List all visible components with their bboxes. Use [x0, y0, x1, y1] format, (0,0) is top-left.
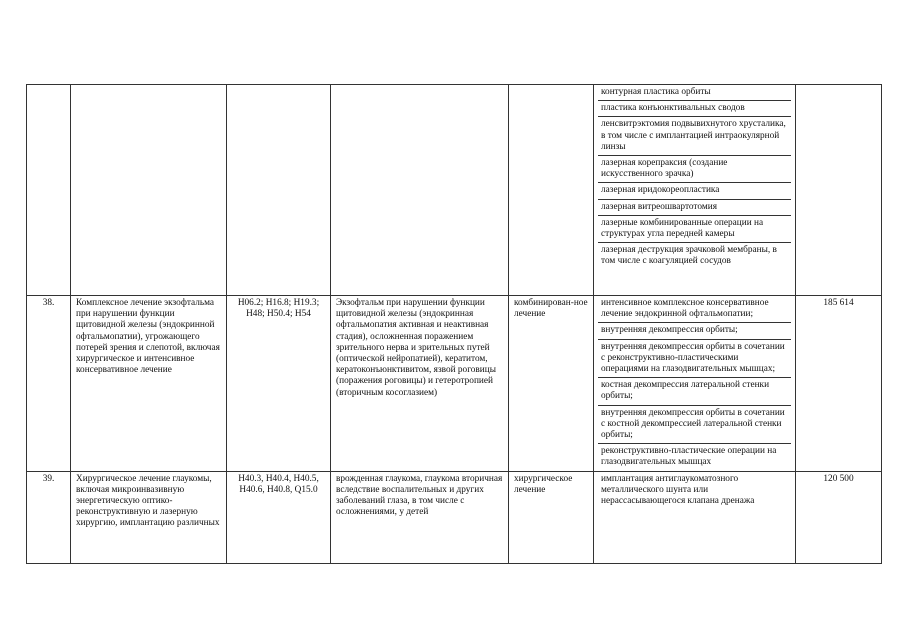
method-item: контурная пластика орбиты — [601, 87, 711, 97]
method-item: реконструктивно-пластические операции на глазодвигательных мышцах — [598, 443, 791, 470]
method-item: лазерные комбинированные операции на структурах угла передней камеры — [598, 215, 791, 242]
table-row-continuation — [27, 85, 882, 296]
table-row-38 — [27, 296, 882, 472]
cell-codes — [227, 85, 331, 296]
method-item: лазерная витреошвартотомия — [598, 199, 791, 215]
method-item: лазерная деструкция зрачковой мембраны, в том числе с коагуляцией сосудов — [598, 242, 791, 269]
treatment-type: хирургическое лечение — [509, 471, 594, 563]
cell-num — [27, 85, 71, 296]
cost-value: 185 614 — [796, 296, 882, 472]
method-item: внутренняя декомпрессия орбиты в сочетании с реконструктивно-пластическими операциями на глазодвигательных мышцах; — [598, 339, 791, 378]
method-item: лазерная иридокореопластика — [598, 182, 791, 198]
cell-cost — [796, 85, 882, 296]
care-type-title: Хирургическое лечение глаукомы, включая микроинвазивную энергетическую оптико-реконструктивную и лазерную хирургию, имплантацию различных — [71, 471, 227, 563]
patient-model: Экзофтальм при нарушении функции щитовидной железы (эндокринная офтальмопатия активная и неактивная стадия), осложненная поражением зрительного нерва и зрительных путей (оптической нейропатией), кератитом, кератоконъюнктивитом, язвой роговицы (поражения роговицы) и гетеротропией (вторичным косоглазием) — [331, 296, 509, 472]
method-item: внутренняя декомпрессия орбиты в сочетании с костной декомпрессией латеральной стенки орбиты; — [598, 405, 791, 444]
method-item: интенсивное комплексное консервативное лечение эндокринной офтальмопатии; — [601, 298, 769, 320]
row-number: 38. — [27, 296, 71, 472]
treatment-methods — [594, 471, 796, 563]
cell-treatment — [509, 85, 594, 296]
cell-methods — [594, 85, 796, 296]
treatment-type: комбинирован-ное лечение — [509, 296, 594, 472]
icd-codes: H40.3, H40.4, H40.5, H40.6, H40.8, Q15.0 — [227, 471, 331, 563]
care-type-title: Комплексное лечение экзофтальма при нарушении функции щитовидной железы (эндокринной офтальмопатии), угрожающего потерей зрения и слепотой, включая хирургическое и интенсивное консервативное лечение — [71, 296, 227, 472]
cell-model — [331, 85, 509, 296]
row-number: 39. — [27, 471, 71, 563]
patient-model: врожденная глаукома, глаукома вторичная вследствие воспалительных и других заболеваний глаза, в том числе с осложнениями, у детей — [331, 471, 509, 563]
icd-codes: H06.2; H16.8; H19.3; H48; H50.4; H54 — [227, 296, 331, 472]
method-item: внутренняя декомпрессия орбиты; — [598, 322, 791, 338]
page-bottom-margin — [0, 597, 905, 640]
method-item: имплантация антиглаукоматозного металлического шунта или нерассасывающегося клапана дренажа — [601, 473, 755, 507]
medical-care-table — [26, 84, 882, 564]
method-item: пластика конъюнктивальных сводов — [598, 100, 791, 116]
cost-value: 120 500 — [796, 471, 882, 563]
table-row-39 — [27, 471, 882, 563]
method-item: лазерная корепраксия (создание искусственного зрачка) — [598, 155, 791, 182]
cell-title — [71, 85, 227, 296]
method-item: костная декомпрессия латеральной стенки орбиты; — [598, 377, 791, 404]
treatment-methods — [594, 296, 796, 472]
method-item: ленсвитрэктомия подвывихнутого хрусталика, в том числе с имплантацией интраокулярной линзы — [598, 116, 791, 155]
